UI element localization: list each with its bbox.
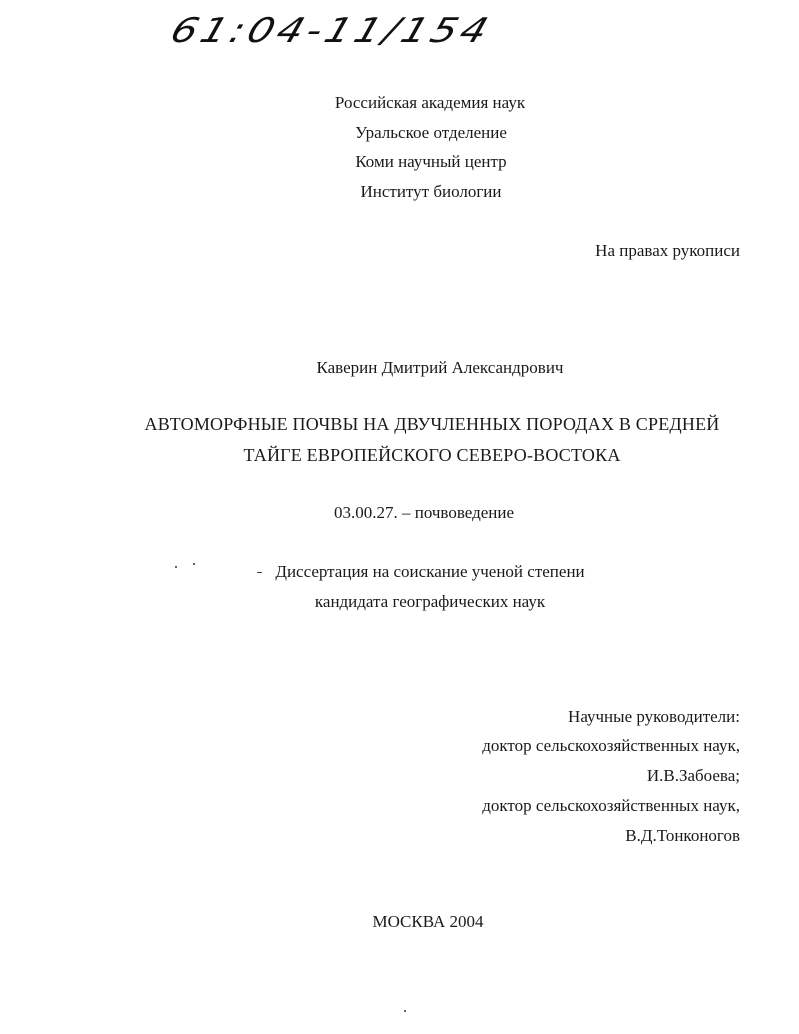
title-line-2: ТАЙГЕ ЕВРОПЕЙСКОГО СЕВЕРО-ВОСТОКА [243, 445, 621, 465]
supervisor-2-degree: доктор сельскохозяйственных наук, [482, 796, 740, 815]
specialty: 03.00.27. – почвоведение [333, 503, 515, 522]
supervisor-1-name: И.В.Забоева; [646, 766, 740, 785]
handwritten-archive-number: 61:04-11/154 [165, 11, 497, 51]
org-center: Коми научный центр [355, 152, 507, 171]
supervisors-heading: Научные руководители: [568, 707, 740, 726]
manuscript-note: На правах рукописи [595, 241, 740, 260]
scan-speck [257, 572, 262, 573]
org-branch: Уральское отделение [355, 123, 507, 142]
org-institute: Институт биологии [360, 182, 502, 201]
dissertation-line-2: кандидата географических наук [314, 592, 546, 611]
scan-speck [404, 1010, 406, 1012]
title-line-1: АВТОМОРФНЫЕ ПОЧВЫ НА ДВУЧЛЕННЫХ ПОРОДАХ В СРЕДНЕЙ [144, 414, 720, 434]
author-name: Каверин Дмитрий Александрович [316, 358, 564, 377]
supervisor-2-name: В.Д.Тонконогов [625, 826, 740, 845]
supervisor-1-degree: доктор сельскохозяйственных наук, [482, 736, 740, 755]
scan-speck [193, 563, 195, 565]
city-year: МОСКВА 2004 [372, 912, 484, 931]
scan-speck [175, 566, 177, 568]
dissertation-line-1: Диссертация на соискание ученой степени [275, 562, 585, 581]
org-academy: Российская академия наук [334, 93, 526, 112]
